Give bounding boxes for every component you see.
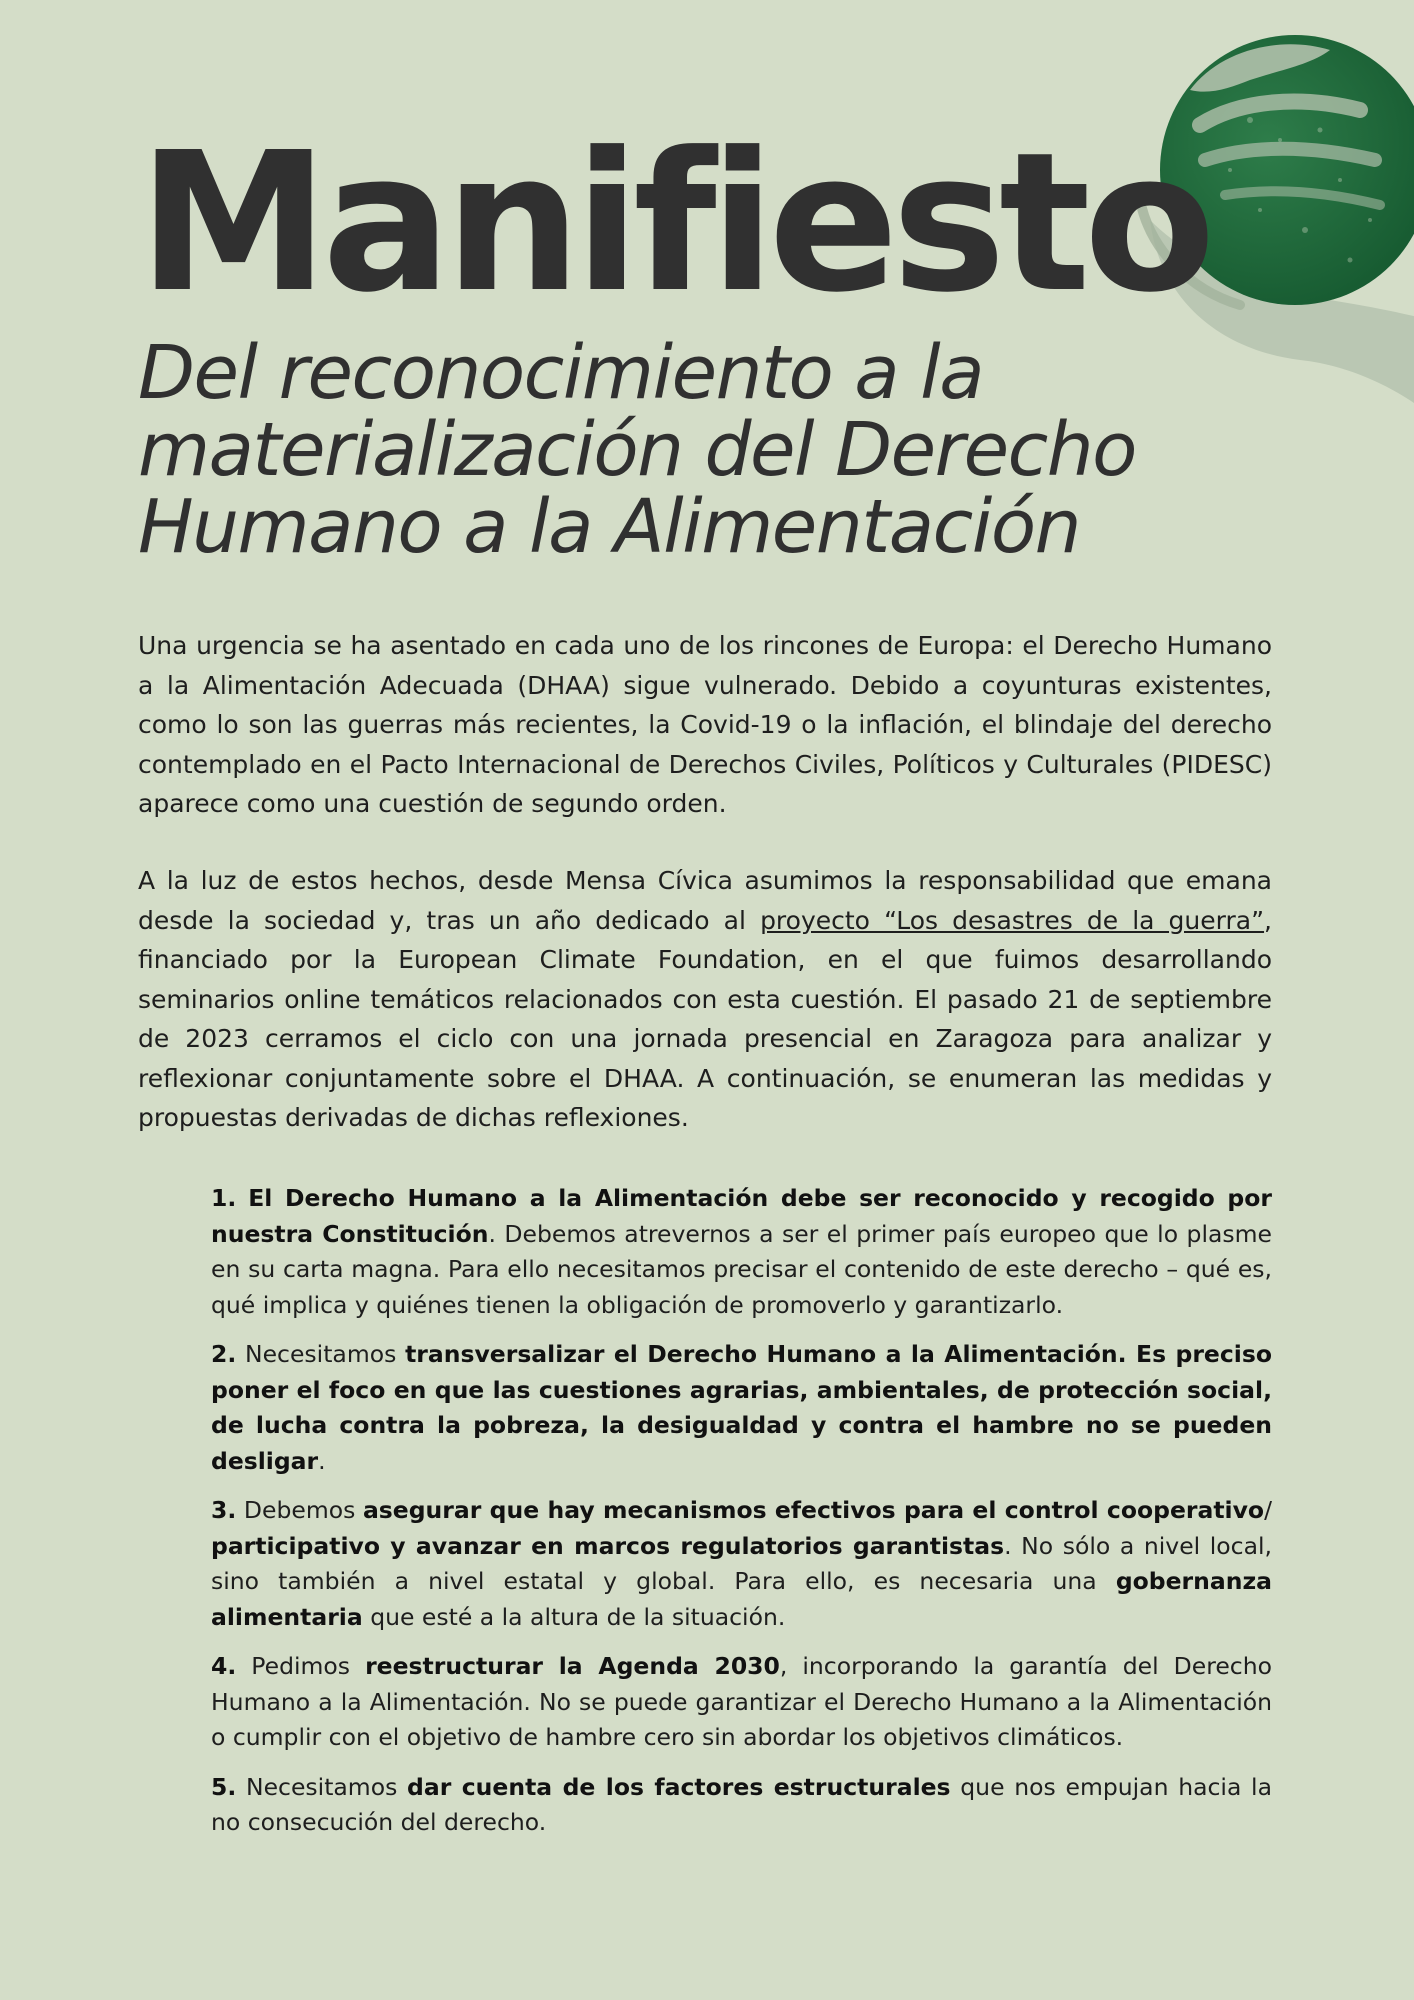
measure-text: Necesitamos [236,1772,408,1801]
measure-text: , incorporando la garantía del Derecho Humano a la Alimentación. No se puede garantizar el Derecho Humano a la Alimentación o cumplir con el objetivo de hambre cero sin abordar los objetivos climáticos. [211,1652,1272,1751]
measure-text: Necesitamos [236,1340,406,1368]
measure-item-1 [211,1181,1272,1323]
measures-list [211,1181,1272,1855]
measure-text: / [1264,1496,1272,1524]
page-subtitle [138,330,1378,570]
subtitle-line: Del reconocimiento a la [138,330,984,416]
measure-text: . Debemos atrevernos a ser el primer país europeo que lo plasme en su carta magna. Para ello necesitamos precisar el contenido de este derecho – qué es, qué implica y quiénes tienen la obligación de promoverlo y garantizarlo. [211,1219,1272,1319]
measure-text: . [318,1446,326,1475]
measure-number: 4. [211,1652,237,1680]
measure-emphasis: asegurar que hay mecanismos efectivos para el control cooperativo [362,1496,1265,1524]
measure-emphasis: El Derecho Humano a la Alimentación debe ser reconocido y recogido por nuestra Constitución [211,1184,1272,1248]
measure-number: 3. [211,1496,237,1524]
measure-emphasis: dar cuenta de los factores estructurales [407,1772,951,1801]
measure-emphasis: transversalizar el Derecho Humano a la Alimentación. Es preciso poner el foco en que las cuestiones agrarias, ambientales, de protección social, de lucha contra la pobreza, la desigualdad y contra el hambre no se pueden desligar [211,1340,1272,1475]
paragraph-text: A la luz de estos hechos, desde Mensa Cívica asumimos la responsabilidad que emana desde la sociedad y, tras un año dedicado al [138,866,1272,935]
page-title: Manifiesto [138,112,1209,335]
measure-number: 5. [211,1772,237,1801]
measure-text: Pedimos [236,1652,366,1680]
measure-text: que nos empujan hacia la no consecución del derecho. [211,1772,1272,1836]
measure-text: Debemos [236,1496,363,1524]
measure-emphasis: gobernanza alimentaria [211,1567,1272,1631]
measure-text: . No sólo a nivel local, sino también a nivel estatal y global. Para ello, es necesaria una [211,1531,1273,1595]
measure-item-5 [211,1770,1272,1841]
intro-paragraph-2 [138,861,1272,1138]
measure-number: 2. [211,1340,237,1368]
subtitle-line: Humano a la Alimentación [138,484,1081,570]
measure-item-3 [211,1493,1272,1635]
measure-text: que esté a la altura de la situación. [362,1602,786,1631]
subtitle-line: materialización del Derecho [138,407,1136,493]
measure-emphasis: participativo y avanzar en marcos regulatorios garantistas [211,1531,1005,1560]
measure-number: 1. [211,1184,237,1212]
project-link[interactable]: proyecto “Los desastres de la guerra” [760,905,1265,935]
measure-item-2 [211,1337,1272,1479]
intro-paragraph-1: Una urgencia se ha asentado en cada uno de los rincones de Europa: el Derecho Humano a la Alimentación Adecuada (DHAA) sigue vulnerado. Debido a coyunturas existentes, como lo son las guerras más recientes, la Covid-19 o la inflación, el blindaje del derecho contemplado en el Pacto Internacional de Derechos Civiles, Políticos y Culturales (PIDESC) aparece como una cuestión de segundo orden. [138,631,1272,818]
measure-item-4 [211,1649,1272,1756]
paragraph-text: , financiado por la European Climate Foundation, en el que fuimos desarrollando seminarios online temáticos relacionados con esta cuestión. El pasado 21 de septiembre de 2023 cerramos el ciclo con una jornada presencial en Zaragoza para analizar y reflexionar conjuntamente sobre el DHAA. A continuación, se enumeran las medidas y propuestas derivadas de dichas reflexiones. [138,905,1272,1132]
measure-emphasis: reestructurar la Agenda 2030 [365,1652,780,1680]
